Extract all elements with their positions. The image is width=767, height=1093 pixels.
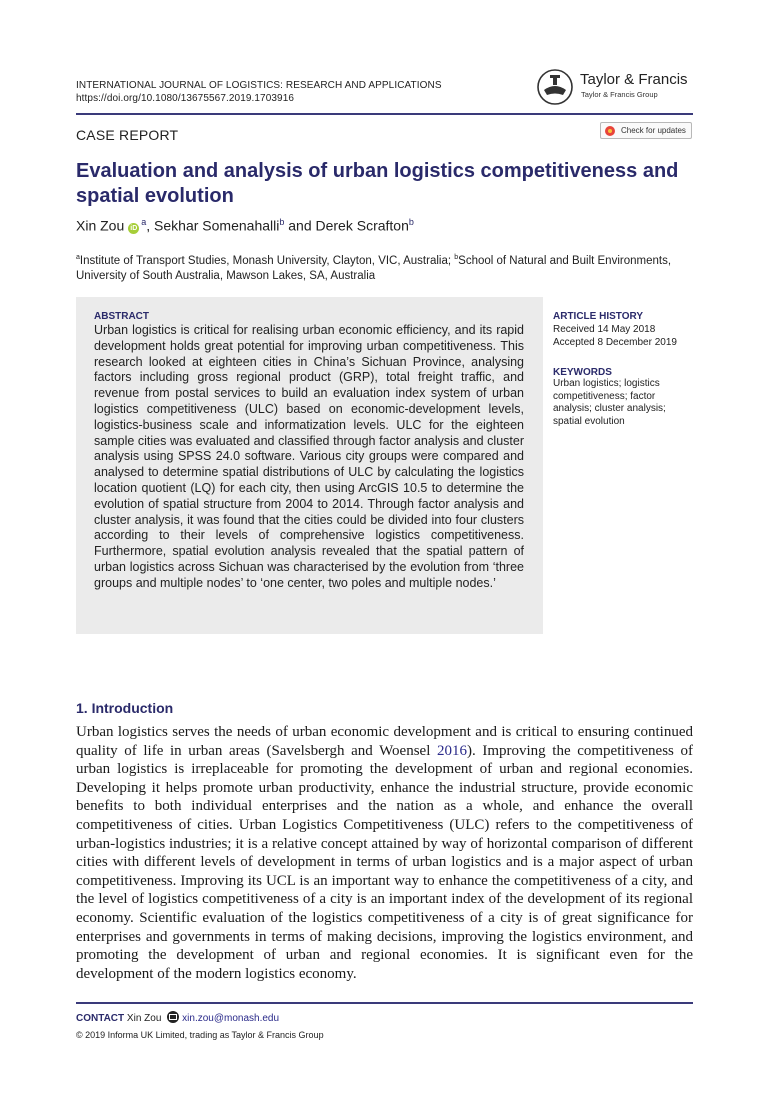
publisher-group: Taylor & Francis Group bbox=[581, 90, 658, 99]
doi-link[interactable]: https://doi.org/10.1080/13675567.2019.1703916 bbox=[76, 93, 295, 104]
keywords bbox=[553, 367, 693, 428]
email-icon bbox=[167, 1011, 179, 1023]
affil-sup-a: a bbox=[76, 254, 80, 261]
publisher-name: Taylor & Francis bbox=[580, 71, 688, 88]
article-history bbox=[553, 311, 693, 349]
taylor-francis-logo-icon bbox=[536, 68, 574, 106]
check-updates-button[interactable] bbox=[600, 122, 692, 139]
intro-text-2: ). Improving the competitiveness of urban logistics is irreplaceable for promoting the development of urban and regional economies. Developing it helps promote urban productivity, enhance the industrial structure, provide economic benefits to both individual enterprises and the nation as a whole, and enhance the overall competitiveness of cities. Urban Logistics Competitiveness (ULC) refers to the competitiveness of urban-logistics industries; it is a relative concept attained by way of horizontal comparison of different cities with different levels of development in terms of urban logistics and is a major aspect of urban competitiveness. Improving its UCL is an important way to enhance the competitiveness of a city, and the level of logistics competitiveness of a city is an important index of the development of its regional economy. Scientific evaluation of the logistics competitiveness of a city is of great significance for enterprises and governments in terms of making decisions, improving the logistics environment, and promoting the development of urban and regional economies. It is significant even for the development of the modern logistics economy. bbox=[76, 742, 693, 982]
author-xin-zou[interactable]: Xin Zou bbox=[76, 217, 125, 234]
orcid-icon[interactable]: iD bbox=[130, 224, 138, 232]
abstract-text: Urban logistics is critical for realising urban economic efficiency, and its rapid development holds great potential for improving urban competitiveness. This research looked at eighteen cities in China’s Sichuan Province, analysing factors including gross regional product (GRP), total freight traffic, and revenue from postal services to build an evaluation index system of urban logistics competitiveness (ULC) based on economic-development levels, logistics-business scale and informatization levels. ULC for the eighteen sample cities was evaluated and classified through factor analysis and cluster analysis using SPSS 24.0 software. Various city groups were compared and analysed to determine spatial distributions of ULC by calculating the logistics location quotient (LQ) for each city, then using ArcGIS 10.5 to determine the evolution of spatial structure from 2004 to 2014. Through factor analysis and cluster analysis, it was found that the cities could be divided into four clusters according to their levels of comprehensive logistics competitiveness. Furthermore, spatial evolution analysis revealed that the spatial pattern of urban logistics across Sichuan was characterised by the evolution from ‘three groups and multiple nodes’ to ‘one center, two poles and multiple nodes.’ bbox=[94, 323, 524, 590]
header-rule bbox=[76, 113, 693, 115]
contact-label: CONTACT bbox=[76, 1013, 125, 1024]
author-sekhar: , Sekhar Somenahalli bbox=[146, 217, 280, 234]
author-list bbox=[76, 217, 414, 234]
affil-b: School of Natural and Built Environments, University of South Australia, Mawson Lakes, SA, Australia bbox=[76, 254, 672, 282]
keyword-line: analysis; cluster analysis; bbox=[553, 403, 666, 414]
keyword-line: competitiveness; factor bbox=[553, 390, 656, 402]
contact-name: Xin Zou bbox=[126, 1013, 162, 1024]
affil-sup-b: b bbox=[454, 254, 459, 261]
contact-email[interactable]: xin.zou@monash.edu bbox=[182, 1013, 280, 1024]
copyright: © 2019 Informa UK Limited, trading as Taylor & Francis Group bbox=[76, 1030, 324, 1040]
article-history-heading: ARTICLE HISTORY bbox=[553, 311, 644, 322]
article-type: CASE REPORT bbox=[76, 127, 179, 143]
abstract-heading: ABSTRACT bbox=[94, 311, 149, 322]
contact-line bbox=[76, 1011, 279, 1024]
affiliations bbox=[76, 250, 696, 284]
journal-header bbox=[76, 79, 442, 105]
keywords-heading: KEYWORDS bbox=[553, 367, 612, 378]
intro-heading: 1. Introduction bbox=[76, 700, 174, 716]
author-sup: b bbox=[279, 217, 285, 227]
citation-link[interactable]: 2016 bbox=[437, 742, 467, 759]
keyword-line: Urban logistics; logistics bbox=[553, 378, 660, 389]
crossmark-icon bbox=[605, 126, 615, 136]
author-sup: b bbox=[408, 217, 414, 227]
accepted-date: Accepted 8 December 2019 bbox=[553, 336, 677, 348]
affil-a: Institute of Transport Studies, Monash University, Clayton, VIC, Australia; bbox=[79, 254, 455, 267]
article-title: Evaluation and analysis of urban logistics competitiveness and spatial evolution bbox=[76, 160, 679, 207]
author-sup: a bbox=[141, 217, 147, 227]
footer-rule bbox=[76, 1002, 693, 1004]
intro-paragraph bbox=[76, 723, 693, 983]
author-derek: and Derek Scrafton bbox=[284, 217, 409, 234]
intro-text-1: Urban logistics serves the needs of urban economic development and is critical to ensuring continued quality of life in urban areas (Savelsbergh and Woensel bbox=[76, 724, 693, 759]
check-updates-label: Check for updates bbox=[621, 126, 686, 135]
received-date: Received 14 May 2018 bbox=[553, 324, 656, 335]
keyword-line: spatial evolution bbox=[553, 415, 625, 427]
journal-name: INTERNATIONAL JOURNAL OF LOGISTICS: RESEARCH AND APPLICATIONS bbox=[76, 80, 442, 91]
